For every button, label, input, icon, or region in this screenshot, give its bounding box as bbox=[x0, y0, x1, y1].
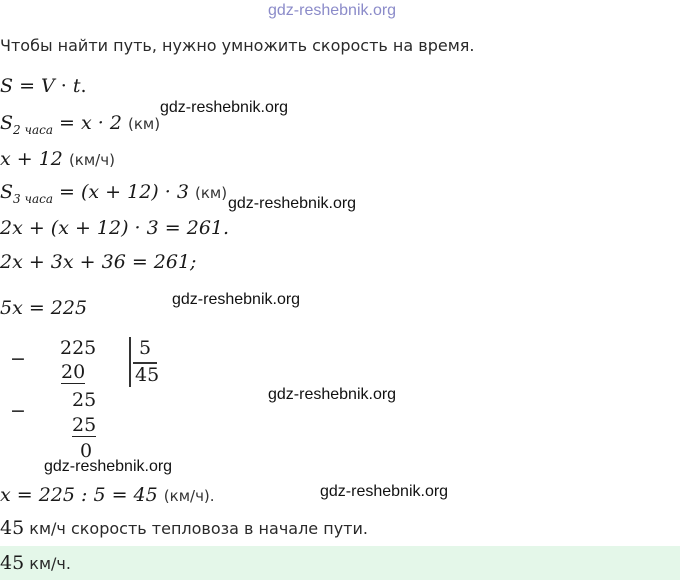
division-minus-1: − bbox=[10, 348, 26, 370]
equation-simplified: 5x = 225 bbox=[0, 297, 88, 319]
division-minus-2: − bbox=[10, 400, 26, 422]
watermark: gdz-reshebnik.org bbox=[172, 291, 301, 308]
conclusion: 45 км/ч скорость тепловоза в начале пути. bbox=[0, 517, 368, 539]
equation-sum: 2x + (x + 12) · 3 = 261. bbox=[0, 217, 230, 239]
equation-expanded: 2x + 3x + 36 = 261; bbox=[0, 251, 197, 273]
answer: 45 км/ч. bbox=[0, 552, 71, 574]
equation-s3: $S_{3 часа} = (x + 12) \cdot 3$ (км) bbox=[0, 181, 228, 206]
watermark: gdz-reshebnik.org bbox=[320, 483, 449, 500]
division-dividend: 225 bbox=[60, 337, 97, 359]
top-watermark: gdz-reshebnik.org bbox=[268, 2, 397, 19]
equation-result: x = 225 : 5 = 45 (км/ч). bbox=[0, 484, 215, 506]
division-divisor: 5 bbox=[139, 337, 152, 359]
division-quotient: 45 bbox=[135, 364, 160, 386]
division-subtrahend-2: 25 bbox=[72, 414, 97, 436]
formula-distance: S = V · t. bbox=[0, 75, 87, 97]
watermark: gdz-reshebnik.org bbox=[44, 458, 173, 475]
equation-speed2: x + 12 (км/ч) bbox=[0, 148, 115, 170]
equation-s2: $S_{2 часа} = x \cdot 2$ (км) bbox=[0, 112, 161, 137]
watermark: gdz-reshebnik.org bbox=[268, 386, 397, 403]
answer-box bbox=[0, 546, 680, 580]
watermark: gdz-reshebnik.org bbox=[228, 195, 357, 212]
division-subtrahend-1: 20 bbox=[61, 361, 86, 383]
intro-text: Чтобы найти путь, нужно умножить скорость на время. bbox=[0, 36, 475, 55]
division-remainder-2: 0 bbox=[80, 440, 93, 462]
division-vertical-bar bbox=[129, 337, 131, 387]
division-remainder-1: 25 bbox=[72, 389, 97, 411]
watermark: gdz-reshebnik.org bbox=[160, 99, 289, 116]
